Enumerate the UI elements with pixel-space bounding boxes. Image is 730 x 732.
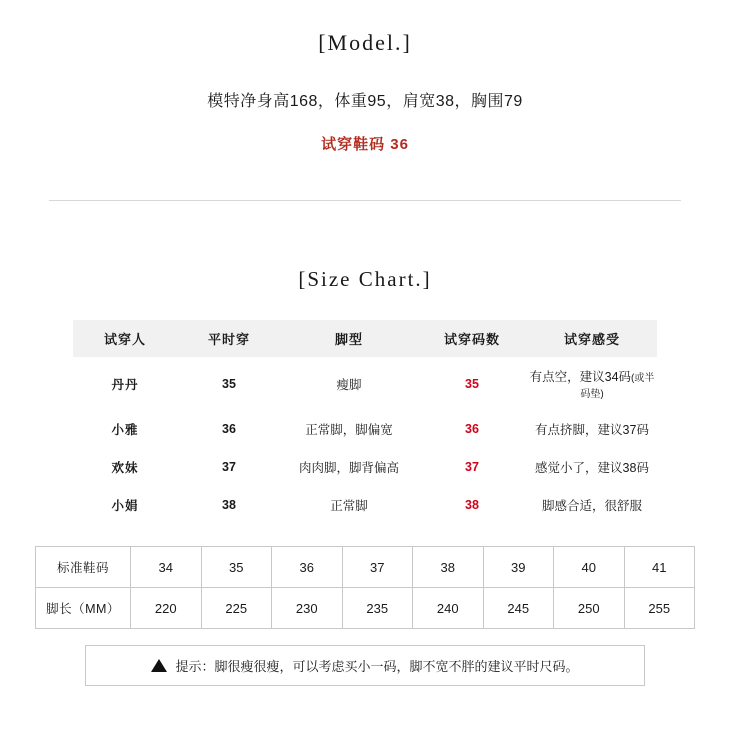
row-label-standard-size: 标准鞋码: [36, 547, 131, 588]
cell-length: 250: [554, 588, 625, 629]
column-header-feedback: 试穿感受: [527, 320, 657, 357]
column-header-foot-type: 脚型: [281, 320, 417, 357]
table-row: [73, 486, 657, 524]
cell-feedback-text: 有点空，建议34码: [529, 370, 632, 384]
table-row: [73, 448, 657, 486]
column-header-usual-size: 平时穿: [177, 320, 281, 357]
cell-feedback-note: (或半码垫): [580, 373, 655, 400]
size-chart-title: [Size Chart.]: [298, 267, 432, 291]
section-divider: [49, 200, 681, 201]
cell-length: 245: [483, 588, 554, 629]
cell-length: 255: [624, 588, 695, 629]
cell-size: 40: [554, 547, 625, 588]
row-label-foot-length: 脚长（MM）: [36, 588, 131, 629]
cell-person: 丹丹: [111, 377, 139, 392]
cell-size: 41: [624, 547, 695, 588]
standard-size-row: [36, 547, 695, 588]
cell-foot-type: 正常脚，脚偏宽: [305, 423, 393, 437]
cell-size: 36: [272, 547, 343, 588]
cell-size: 35: [201, 547, 272, 588]
cell-person: 欢妹: [111, 461, 139, 475]
sizing-tip-box: [85, 645, 645, 686]
product-size-info-page: [0, 30, 730, 732]
cell-usual-size: 37: [222, 460, 236, 474]
cell-size: 34: [131, 547, 202, 588]
cell-usual-size: 38: [222, 498, 236, 512]
cell-foot-type: 瘦脚: [336, 377, 362, 392]
table-row: [73, 410, 657, 448]
standard-size-chart: [35, 546, 695, 629]
warning-triangle-icon: [151, 659, 167, 672]
column-header-person: 试穿人: [73, 320, 177, 357]
cell-foot-type: 正常脚: [330, 499, 368, 513]
cell-size: 37: [342, 547, 413, 588]
model-section-title: [Model.]: [318, 30, 412, 55]
column-header-trial-size: 试穿码数: [417, 320, 527, 357]
trial-wearers-table: [73, 320, 657, 524]
cell-trial-size: 35: [465, 376, 479, 391]
cell-length: 220: [131, 588, 202, 629]
cell-length: 235: [342, 588, 413, 629]
cell-feedback: [527, 357, 657, 410]
model-specs-text: 模特净身高168，体重95，肩宽38，胸围79: [207, 93, 523, 110]
cell-size: 39: [483, 547, 554, 588]
cell-size: 38: [413, 547, 484, 588]
cell-trial-size: 38: [465, 498, 479, 512]
cell-person: 小雅: [111, 423, 139, 437]
table-row: [73, 357, 657, 410]
cell-foot-type: 肉肉脚，脚背偏高: [298, 461, 399, 475]
cell-length: 225: [201, 588, 272, 629]
sizing-tip-text: 提示：脚很瘦很瘦，可以考虑买小一码，脚不宽不胖的建议平时尺码。: [175, 659, 579, 674]
cell-feedback: 脚感合适，很舒服: [541, 499, 642, 513]
cell-feedback: 有点挤脚，建议37码: [535, 423, 649, 437]
cell-trial-size: 36: [465, 422, 479, 436]
cell-usual-size: 35: [222, 376, 236, 391]
model-trial-shoe-size: 试穿鞋码 36: [321, 136, 409, 153]
table-header-row: [73, 320, 657, 357]
cell-person: 小娟: [111, 499, 139, 513]
cell-usual-size: 36: [222, 422, 236, 436]
cell-trial-size: 37: [465, 460, 479, 474]
cell-feedback: 感觉小了，建议38码: [535, 461, 649, 475]
cell-length: 240: [413, 588, 484, 629]
cell-length: 230: [272, 588, 343, 629]
foot-length-row: [36, 588, 695, 629]
